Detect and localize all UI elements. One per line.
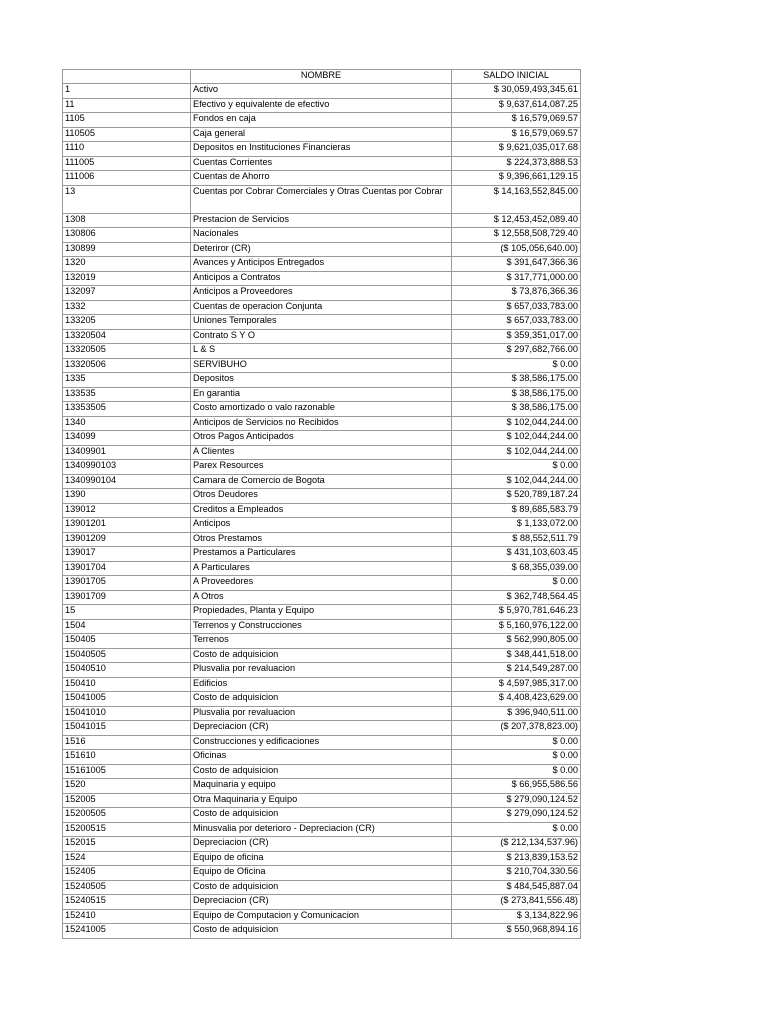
account-code: 1340990104 [63, 474, 191, 489]
account-code: 15161005 [63, 764, 191, 779]
account-name: A Otros [191, 590, 452, 605]
table-row [63, 677, 581, 692]
table-row [63, 735, 581, 750]
saldo-inicial: $ 484,545,887.04 [452, 880, 581, 895]
saldo-inicial: $ 30,059,493,345.61 [452, 84, 581, 99]
saldo-inicial: $ 0.00 [452, 576, 581, 591]
account-name: Cuentas de Ahorro [191, 171, 452, 186]
account-name: Avances y Anticipos Entregados [191, 257, 452, 272]
saldo-inicial: $ 279,090,124.52 [452, 808, 581, 823]
saldo-inicial: ($ 105,056,640.00) [452, 242, 581, 257]
saldo-inicial: $ 5,160,976,122.00 [452, 619, 581, 634]
saldo-inicial: $ 520,789,187.24 [452, 489, 581, 504]
account-name: A Proveedores [191, 576, 452, 591]
table-row [63, 648, 581, 663]
account-name: Costo de adquisicion [191, 808, 452, 823]
account-code: 15041005 [63, 692, 191, 707]
account-name: Fondos en caja [191, 113, 452, 128]
table-row [63, 619, 581, 634]
account-code: 152015 [63, 837, 191, 852]
account-name: L & S [191, 344, 452, 359]
account-name: Otros Pagos Anticipados [191, 431, 452, 446]
saldo-inicial: $ 9,637,614,087.25 [452, 98, 581, 113]
account-code: 150405 [63, 634, 191, 649]
account-code: 13901209 [63, 532, 191, 547]
saldo-inicial: $ 12,558,508,729.40 [452, 228, 581, 243]
saldo-inicial: $ 297,682,766.00 [452, 344, 581, 359]
account-code: 1340 [63, 416, 191, 431]
account-name: Anticipos a Proveedores [191, 286, 452, 301]
saldo-inicial: $ 213,839,153.52 [452, 851, 581, 866]
account-name: Plusvalia por revaluacion [191, 706, 452, 721]
table-row [63, 750, 581, 765]
header-code [63, 70, 191, 84]
account-code: 110505 [63, 127, 191, 142]
account-code: 13901201 [63, 518, 191, 533]
saldo-inicial: $ 431,103,603.45 [452, 547, 581, 562]
account-name: Plusvalia por revaluacion [191, 663, 452, 678]
account-name: Depreciacion (CR) [191, 895, 452, 910]
account-code: 152405 [63, 866, 191, 881]
table-row [63, 561, 581, 576]
saldo-inicial: ($ 212,134,537.96) [452, 837, 581, 852]
table-row [63, 271, 581, 286]
saldo-inicial: $ 89,685,583.79 [452, 503, 581, 518]
account-code: 1340990103 [63, 460, 191, 475]
saldo-inicial: $ 362,748,564.45 [452, 590, 581, 605]
account-code: 15200515 [63, 822, 191, 837]
saldo-inicial: $ 12,453,452,089.40 [452, 213, 581, 228]
account-name: Parex Resources [191, 460, 452, 475]
saldo-inicial: $ 5,970,781,646.23 [452, 605, 581, 620]
account-code: 133535 [63, 387, 191, 402]
saldo-inicial: $ 4,597,985,317.00 [452, 677, 581, 692]
table-row [63, 909, 581, 924]
saldo-inicial: $ 210,704,330.56 [452, 866, 581, 881]
saldo-inicial: $ 657,033,783.00 [452, 300, 581, 315]
table-row [63, 793, 581, 808]
table-row [63, 590, 581, 605]
account-name: Equipo de Oficina [191, 866, 452, 881]
account-name: Cuentas Corrientes [191, 156, 452, 171]
account-code: 1308 [63, 213, 191, 228]
account-name: En garantia [191, 387, 452, 402]
saldo-inicial: $ 73,876,366.36 [452, 286, 581, 301]
saldo-inicial: $ 1,133,072.00 [452, 518, 581, 533]
account-code: 15041010 [63, 706, 191, 721]
table-row [63, 474, 581, 489]
table-row [63, 286, 581, 301]
table-row [63, 866, 581, 881]
saldo-inicial: $ 68,355,039.00 [452, 561, 581, 576]
table-row [63, 460, 581, 475]
table-row [63, 489, 581, 504]
table-row [63, 706, 581, 721]
account-code: 1390 [63, 489, 191, 504]
account-name: Maquinaria y equipo [191, 779, 452, 794]
account-code: 139017 [63, 547, 191, 562]
account-name: Anticipos [191, 518, 452, 533]
account-name: Anticipos de Servicios no Recibidos [191, 416, 452, 431]
table-row [63, 387, 581, 402]
account-name: Costo amortizado o valo razonable [191, 402, 452, 417]
saldo-inicial: ($ 273,841,556.48) [452, 895, 581, 910]
table-row [63, 84, 581, 99]
saldo-inicial: $ 9,621,035,017.68 [452, 142, 581, 157]
table-row [63, 156, 581, 171]
saldo-inicial: $ 88,552,511.79 [452, 532, 581, 547]
account-code: 111005 [63, 156, 191, 171]
saldo-inicial: $ 38,586,175.00 [452, 373, 581, 388]
account-name: Otros Deudores [191, 489, 452, 504]
table-row [63, 779, 581, 794]
table-row [63, 257, 581, 272]
account-code: 15040505 [63, 648, 191, 663]
table-row [63, 895, 581, 910]
account-code: 130899 [63, 242, 191, 257]
account-name: Terrenos [191, 634, 452, 649]
account-code: 15041015 [63, 721, 191, 736]
table-row [63, 692, 581, 707]
account-name: Terrenos y Construcciones [191, 619, 452, 634]
account-name: Depositos en Instituciones Financieras [191, 142, 452, 157]
table-row [63, 344, 581, 359]
saldo-inicial: $ 66,955,586.56 [452, 779, 581, 794]
saldo-inicial: $ 0.00 [452, 822, 581, 837]
table-row [63, 300, 581, 315]
saldo-inicial: $ 0.00 [452, 460, 581, 475]
account-code: 130806 [63, 228, 191, 243]
account-code: 15240515 [63, 895, 191, 910]
table-row [63, 113, 581, 128]
saldo-inicial: $ 396,940,511.00 [452, 706, 581, 721]
table-row [63, 402, 581, 417]
account-name: Efectivo y equivalente de efectivo [191, 98, 452, 113]
account-name: Edificios [191, 677, 452, 692]
account-name: Otra Maquinaria y Equipo [191, 793, 452, 808]
table-row [63, 242, 581, 257]
account-code: 151610 [63, 750, 191, 765]
table-row [63, 822, 581, 837]
account-name: Minusvalia por deterioro - Depreciacion (CR) [191, 822, 452, 837]
table-row [63, 127, 581, 142]
account-name: Depreciacion (CR) [191, 837, 452, 852]
account-code: 133205 [63, 315, 191, 330]
saldo-inicial: $ 102,044,244.00 [452, 445, 581, 460]
saldo-inicial: $ 391,647,366.36 [452, 257, 581, 272]
table-row [63, 532, 581, 547]
saldo-inicial: $ 3,134,822.96 [452, 909, 581, 924]
account-code: 152005 [63, 793, 191, 808]
account-name: Cuentas de operacion Conjunta [191, 300, 452, 315]
saldo-inicial: $ 0.00 [452, 735, 581, 750]
balance-table [62, 69, 581, 939]
table-row [63, 329, 581, 344]
account-name: Otros Prestamos [191, 532, 452, 547]
account-code: 13409901 [63, 445, 191, 460]
account-code: 1504 [63, 619, 191, 634]
account-code: 13901709 [63, 590, 191, 605]
table-row [63, 808, 581, 823]
table-row [63, 98, 581, 113]
saldo-inicial: $ 657,033,783.00 [452, 315, 581, 330]
account-code: 15 [63, 605, 191, 620]
table-row [63, 358, 581, 373]
header-row [63, 70, 581, 84]
account-code: 1320 [63, 257, 191, 272]
table-row [63, 880, 581, 895]
saldo-inicial: $ 38,586,175.00 [452, 402, 581, 417]
table-row [63, 764, 581, 779]
saldo-inicial: $ 279,090,124.52 [452, 793, 581, 808]
account-name: Construcciones y edificaciones [191, 735, 452, 750]
account-code: 15040510 [63, 663, 191, 678]
table-row [63, 315, 581, 330]
account-code: 1516 [63, 735, 191, 750]
account-code: 150410 [63, 677, 191, 692]
account-name: Deteriror (CR) [191, 242, 452, 257]
account-code: 139012 [63, 503, 191, 518]
account-name: Equipo de oficina [191, 851, 452, 866]
account-name: Costo de adquisicion [191, 764, 452, 779]
account-name: Caja general [191, 127, 452, 142]
account-name: Camara de Comercio de Bogota [191, 474, 452, 489]
saldo-inicial: $ 102,044,244.00 [452, 431, 581, 446]
table-row [63, 228, 581, 243]
saldo-inicial: $ 214,549,287.00 [452, 663, 581, 678]
table-row [63, 171, 581, 186]
saldo-inicial: $ 16,579,069.57 [452, 127, 581, 142]
account-code: 134099 [63, 431, 191, 446]
account-name: Costo de adquisicion [191, 880, 452, 895]
account-name: Uniones Temporales [191, 315, 452, 330]
saldo-inicial: $ 102,044,244.00 [452, 474, 581, 489]
account-name: Depositos [191, 373, 452, 388]
header-name: NOMBRE [191, 70, 452, 84]
saldo-inicial: $ 550,968,894.16 [452, 924, 581, 939]
saldo-inicial: $ 0.00 [452, 764, 581, 779]
account-code: 13 [63, 185, 191, 213]
account-name: Prestamos a Particulares [191, 547, 452, 562]
saldo-inicial: $ 102,044,244.00 [452, 416, 581, 431]
account-name: Costo de adquisicion [191, 692, 452, 707]
saldo-inicial: ($ 207,378,823.00) [452, 721, 581, 736]
table-row [63, 373, 581, 388]
account-code: 1520 [63, 779, 191, 794]
table-row [63, 851, 581, 866]
account-code: 152410 [63, 909, 191, 924]
table-row [63, 576, 581, 591]
account-name: Activo [191, 84, 452, 99]
table-row [63, 431, 581, 446]
table-row [63, 547, 581, 562]
account-code: 13901704 [63, 561, 191, 576]
account-code: 13901705 [63, 576, 191, 591]
table-row [63, 503, 581, 518]
account-code: 11 [63, 98, 191, 113]
table-row [63, 185, 581, 213]
saldo-inicial: $ 348,441,518.00 [452, 648, 581, 663]
account-name: A Clientes [191, 445, 452, 460]
account-code: 15241005 [63, 924, 191, 939]
account-code: 1332 [63, 300, 191, 315]
account-name: Prestacion de Servicios [191, 213, 452, 228]
account-code: 1335 [63, 373, 191, 388]
table-row [63, 634, 581, 649]
account-name: Equipo de Computacion y Comunicacion [191, 909, 452, 924]
table-row [63, 837, 581, 852]
table-row [63, 663, 581, 678]
saldo-inicial: $ 224,373,888.53 [452, 156, 581, 171]
account-code: 13320504 [63, 329, 191, 344]
saldo-inicial: $ 317,771,000.00 [452, 271, 581, 286]
table-row [63, 213, 581, 228]
saldo-inicial: $ 0.00 [452, 750, 581, 765]
table-row [63, 924, 581, 939]
saldo-inicial: $ 9,396,661,129.15 [452, 171, 581, 186]
account-name: Contrato S Y O [191, 329, 452, 344]
saldo-inicial: $ 4,408,423,629.00 [452, 692, 581, 707]
account-name: SERVIBUHO [191, 358, 452, 373]
saldo-inicial: $ 14,163,552,845.00 [452, 185, 581, 213]
account-code: 13320506 [63, 358, 191, 373]
account-name: Costo de adquisicion [191, 924, 452, 939]
account-name: Cuentas por Cobrar Comerciales y Otras Cuentas por Cobrar [191, 185, 452, 213]
table-row [63, 142, 581, 157]
saldo-inicial: $ 16,579,069.57 [452, 113, 581, 128]
account-code: 1110 [63, 142, 191, 157]
saldo-inicial: $ 38,586,175.00 [452, 387, 581, 402]
account-code: 15200505 [63, 808, 191, 823]
account-code: 13320505 [63, 344, 191, 359]
account-code: 111006 [63, 171, 191, 186]
account-name: Nacionales [191, 228, 452, 243]
saldo-inicial: $ 0.00 [452, 358, 581, 373]
account-name: Anticipos a Contratos [191, 271, 452, 286]
account-code: 132019 [63, 271, 191, 286]
account-name: Costo de adquisicion [191, 648, 452, 663]
saldo-inicial: $ 359,351,017.00 [452, 329, 581, 344]
table-row [63, 605, 581, 620]
table-row [63, 518, 581, 533]
account-code: 15240505 [63, 880, 191, 895]
account-code: 1 [63, 84, 191, 99]
table-row [63, 721, 581, 736]
account-name: Depreciacion (CR) [191, 721, 452, 736]
account-code: 132097 [63, 286, 191, 301]
table-row [63, 445, 581, 460]
account-name: Creditos a Empleados [191, 503, 452, 518]
header-balance: SALDO INICIAL [452, 70, 581, 84]
account-name: Oficinas [191, 750, 452, 765]
saldo-inicial: $ 562,990,805.00 [452, 634, 581, 649]
account-name: A Particulares [191, 561, 452, 576]
account-name: Propiedades, Planta y Equipo [191, 605, 452, 620]
account-code: 13353505 [63, 402, 191, 417]
account-code: 1105 [63, 113, 191, 128]
table-row [63, 416, 581, 431]
account-code: 1524 [63, 851, 191, 866]
